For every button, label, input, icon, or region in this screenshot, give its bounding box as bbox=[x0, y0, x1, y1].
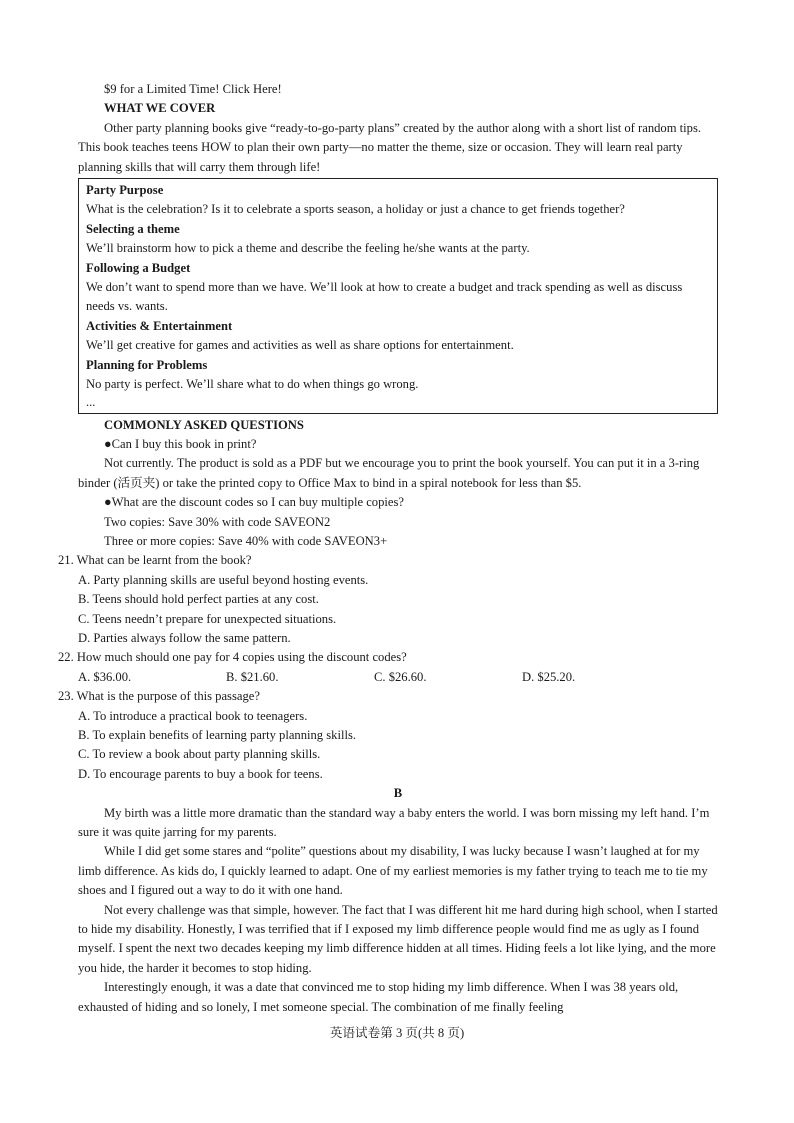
promo-line[interactable]: $9 for a Limited Time! Click Here! bbox=[104, 82, 282, 96]
questions-block bbox=[58, 551, 718, 784]
faq-answer-1: Not currently. The product is sold as a PDF but we encourage you to print the book yourself. You can put it in a 3-ring binder (活页夹) or take the printed copy to Office Max to bind in a spiral notebook for less than $5. bbox=[78, 456, 700, 490]
passage-b-paragraph: My birth was a little more dramatic than the standard way a baby enters the world. I was born missing my left hand. I’m sure it was quite jarring for my parents. bbox=[78, 805, 710, 840]
question-22-options bbox=[58, 668, 718, 687]
faq-answer-2-line-2: Three or more copies: Save 40% with code SAVEON3+ bbox=[104, 533, 388, 548]
option: B. $21.60. bbox=[226, 669, 279, 684]
faq-question-1: ●Can I buy this book in print? bbox=[104, 436, 257, 451]
passage-b-paragraph: Not every challenge was that simple, however. The fact that I was different hit me hard during high school, when I started to hide my disability. Honestly, I was terrified that if I exposed my limb difference people would find me as ugly as I found myself. I spent the next two decades keeping my limb difference hidden at all times. Hiding feels a lot like lying, and the more you hide, the harder it becomes to stop hiding. bbox=[78, 902, 718, 975]
option: C. $26.60. bbox=[374, 669, 427, 684]
box-ellipsis: ... bbox=[86, 394, 96, 409]
box-title-problems: Planning for Problems bbox=[86, 357, 208, 372]
option: A. To introduce a practical book to teenagers. bbox=[78, 708, 308, 723]
what-we-cover-heading: WHAT WE COVER bbox=[104, 101, 216, 116]
box-text-budget: We don’t want to spend more than we have. We’ll look at how to create a budget and track spending as well as discuss needs vs. wants. bbox=[86, 280, 683, 314]
faq-question-2: ●What are the discount codes so I can buy multiple copies? bbox=[104, 495, 404, 510]
box-text-activities: We’ll get creative for games and activities as well as share options for entertainment. bbox=[86, 338, 514, 353]
option: C. Teens needn’t prepare for unexpected situations. bbox=[78, 611, 337, 626]
box-text-theme: We’ll brainstorm how to pick a theme and describe the feeling he/she wants at the party. bbox=[86, 241, 530, 256]
option: D. To encourage parents to buy a book for teens. bbox=[78, 766, 323, 781]
option: B. Teens should hold perfect parties at any cost. bbox=[78, 592, 319, 607]
faq-heading: COMMONLY ASKED QUESTIONS bbox=[104, 417, 304, 432]
page-footer: 英语试卷第 3 页(共 8 页) bbox=[329, 1026, 465, 1040]
option: C. To review a book about party planning skills. bbox=[78, 747, 321, 762]
question-22-stem: 22. How much should one pay for 4 copies using the discount codes? bbox=[58, 650, 407, 665]
box-title-theme: Selecting a theme bbox=[86, 221, 180, 236]
box-title-activities: Activities & Entertainment bbox=[86, 318, 233, 333]
question-21-stem: 21. What can be learnt from the book? bbox=[58, 553, 252, 568]
exam-page bbox=[58, 80, 718, 1017]
box-text-purpose: What is the celebration? Is it to celebrate a sports season, a holiday or just a chance to get friends together? bbox=[86, 202, 625, 217]
box-title-purpose: Party Purpose bbox=[86, 183, 164, 198]
passage-b-paragraph: Interestingly enough, it was a date that convinced me to stop hiding my limb difference. When I was 38 years old, exhausted of hiding and so lonely, I met someone special. The combination of me finally feeling bbox=[78, 980, 679, 1014]
passage-b-paragraph: While I did get some stares and “polite” questions about my disability, I was lucky because I wasn’t laughed at for my limb difference. As kids do, I quickly learned to adapt. One of my earliest memories is my father trying to teach me to tie my shoes and I figured out a way to do it with one hand. bbox=[78, 844, 708, 898]
option: D. $25.20. bbox=[522, 669, 576, 684]
box-title-budget: Following a Budget bbox=[86, 260, 191, 275]
option: A. $36.00. bbox=[78, 669, 132, 684]
section-b-heading: B bbox=[393, 786, 403, 801]
option: A. Party planning skills are useful beyond hosting events. bbox=[78, 572, 369, 587]
question-23-options bbox=[58, 707, 718, 785]
faq-answer-2-line-1: Two copies: Save 30% with code SAVEON2 bbox=[104, 514, 331, 529]
box-text-problems: No party is perfect. We’ll share what to do when things go wrong. bbox=[86, 377, 419, 392]
option: D. Parties always follow the same pattern. bbox=[78, 630, 291, 645]
contents-box bbox=[78, 178, 718, 413]
question-23-stem: 23. What is the purpose of this passage? bbox=[58, 689, 260, 704]
question-21-options bbox=[58, 571, 718, 649]
what-we-cover-text: Other party planning books give “ready-to-go-party plans” created by the author along with a short list of random tips. This book teaches teens HOW to plan their own party—no matter the theme, size or occasion. They will learn real party planning skills that will carry them through life! bbox=[78, 120, 701, 174]
option: B. To explain benefits of learning party planning skills. bbox=[78, 728, 356, 742]
